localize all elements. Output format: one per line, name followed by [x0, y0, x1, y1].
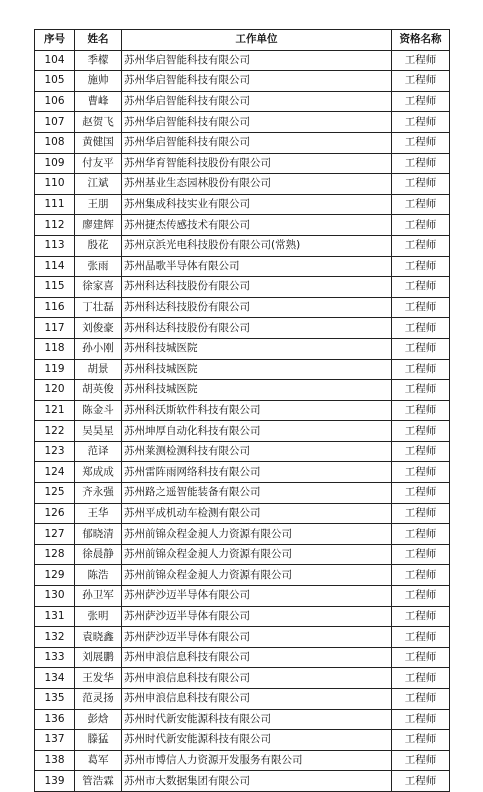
cell-name: 张明: [75, 606, 122, 627]
cell-qualification: 工程师: [392, 400, 450, 421]
cell-qualification: 工程师: [392, 421, 450, 442]
cell-work-unit: 苏州时代新安能源科技有限公司: [122, 730, 392, 751]
cell-qualification: 工程师: [392, 132, 450, 153]
cell-name: 陈浩: [75, 565, 122, 586]
cell-name: 郑成成: [75, 462, 122, 483]
table-row: [35, 689, 450, 710]
table-row: [35, 565, 450, 586]
cell-name: 管浩霖: [75, 771, 122, 792]
table-row: [35, 441, 450, 462]
table-row: [35, 318, 450, 339]
table-row: [35, 215, 450, 236]
cell-name: 王华: [75, 503, 122, 524]
cell-qualification: 工程师: [392, 235, 450, 256]
cell-serial-number: 114: [35, 256, 75, 277]
cell-serial-number: 130: [35, 586, 75, 607]
cell-work-unit: 苏州基业生态园林股份有限公司: [122, 174, 392, 195]
cell-work-unit: 苏州莱测检测科技有限公司: [122, 441, 392, 462]
cell-name: 季檬: [75, 50, 122, 71]
cell-work-unit: 苏州路之遥智能装备有限公司: [122, 483, 392, 504]
cell-work-unit: 苏州华启智能科技有限公司: [122, 112, 392, 133]
cell-name: 江斌: [75, 174, 122, 195]
cell-work-unit: 苏州时代新安能源科技有限公司: [122, 709, 392, 730]
cell-serial-number: 132: [35, 627, 75, 648]
cell-work-unit: 苏州萨沙迈半导体有限公司: [122, 627, 392, 648]
table-row: [35, 71, 450, 92]
cell-work-unit: 苏州坤厚自动化科技有限公司: [122, 421, 392, 442]
cell-work-unit: 苏州捷杰传感技术有限公司: [122, 215, 392, 236]
cell-serial-number: 122: [35, 421, 75, 442]
cell-qualification: 工程师: [392, 565, 450, 586]
cell-work-unit: 苏州前锦众程金昶人力资源有限公司: [122, 565, 392, 586]
cell-serial-number: 138: [35, 750, 75, 771]
cell-serial-number: 116: [35, 297, 75, 318]
cell-qualification: 工程师: [392, 194, 450, 215]
header-name: 姓名: [75, 30, 122, 51]
cell-qualification: 工程师: [392, 91, 450, 112]
table-row: [35, 194, 450, 215]
table-row: [35, 400, 450, 421]
cell-serial-number: 128: [35, 544, 75, 565]
cell-name: 施帅: [75, 71, 122, 92]
cell-name: 陈金斗: [75, 400, 122, 421]
cell-qualification: 工程师: [392, 730, 450, 751]
table-row: [35, 338, 450, 359]
cell-serial-number: 109: [35, 153, 75, 174]
cell-qualification: 工程师: [392, 647, 450, 668]
cell-serial-number: 112: [35, 215, 75, 236]
cell-work-unit: 苏州晶歌半导体有限公司: [122, 256, 392, 277]
cell-serial-number: 123: [35, 441, 75, 462]
table-row: [35, 524, 450, 545]
cell-work-unit: 苏州雷阵雨网络科技有限公司: [122, 462, 392, 483]
cell-work-unit: 苏州前锦众程金昶人力资源有限公司: [122, 524, 392, 545]
table-header-row: [35, 30, 450, 51]
cell-serial-number: 113: [35, 235, 75, 256]
cell-name: 付友平: [75, 153, 122, 174]
cell-qualification: 工程师: [392, 503, 450, 524]
cell-qualification: 工程师: [392, 338, 450, 359]
cell-serial-number: 104: [35, 50, 75, 71]
cell-qualification: 工程师: [392, 771, 450, 792]
table-row: [35, 668, 450, 689]
cell-work-unit: 苏州萨沙迈半导体有限公司: [122, 586, 392, 607]
cell-qualification: 工程师: [392, 483, 450, 504]
table-row: [35, 277, 450, 298]
cell-qualification: 工程师: [392, 215, 450, 236]
table-row: [35, 50, 450, 71]
cell-name: 刘展鹏: [75, 647, 122, 668]
qualification-table: [34, 29, 450, 792]
cell-work-unit: 苏州科技城医院: [122, 338, 392, 359]
cell-name: 丁壮磊: [75, 297, 122, 318]
cell-serial-number: 117: [35, 318, 75, 339]
header-work-unit: 工作单位: [122, 30, 392, 51]
cell-work-unit: 苏州申浪信息科技有限公司: [122, 689, 392, 710]
document-page: [34, 29, 449, 792]
cell-work-unit: 苏州华启智能科技有限公司: [122, 132, 392, 153]
cell-qualification: 工程师: [392, 297, 450, 318]
cell-work-unit: 苏州平成机动车检测有限公司: [122, 503, 392, 524]
table-row: [35, 380, 450, 401]
table-row: [35, 235, 450, 256]
cell-serial-number: 139: [35, 771, 75, 792]
cell-qualification: 工程师: [392, 174, 450, 195]
cell-qualification: 工程师: [392, 462, 450, 483]
cell-qualification: 工程师: [392, 668, 450, 689]
table-row: [35, 544, 450, 565]
table-row: [35, 503, 450, 524]
cell-work-unit: 苏州市大数据集团有限公司: [122, 771, 392, 792]
table-row: [35, 112, 450, 133]
table-row: [35, 483, 450, 504]
cell-serial-number: 136: [35, 709, 75, 730]
cell-work-unit: 苏州申浪信息科技有限公司: [122, 668, 392, 689]
table-row: [35, 771, 450, 792]
cell-work-unit: 苏州科技城医院: [122, 380, 392, 401]
cell-name: 滕猛: [75, 730, 122, 751]
cell-name: 王发华: [75, 668, 122, 689]
cell-name: 齐永强: [75, 483, 122, 504]
cell-qualification: 工程师: [392, 359, 450, 380]
cell-name: 孙卫军: [75, 586, 122, 607]
header-serial-number: 序号: [35, 30, 75, 51]
cell-work-unit: 苏州市博信人力资源开发服务有限公司: [122, 750, 392, 771]
cell-work-unit: 苏州华启智能科技有限公司: [122, 71, 392, 92]
cell-serial-number: 105: [35, 71, 75, 92]
cell-serial-number: 115: [35, 277, 75, 298]
cell-name: 葛军: [75, 750, 122, 771]
cell-name: 王朋: [75, 194, 122, 215]
cell-serial-number: 126: [35, 503, 75, 524]
header-qualification: 资格名称: [392, 30, 450, 51]
cell-serial-number: 120: [35, 380, 75, 401]
cell-qualification: 工程师: [392, 50, 450, 71]
cell-name: 黄健国: [75, 132, 122, 153]
cell-name: 殷花: [75, 235, 122, 256]
table-row: [35, 730, 450, 751]
cell-name: 曹峰: [75, 91, 122, 112]
cell-work-unit: 苏州萨沙迈半导体有限公司: [122, 606, 392, 627]
cell-qualification: 工程师: [392, 627, 450, 648]
cell-work-unit: 苏州申浪信息科技有限公司: [122, 647, 392, 668]
cell-serial-number: 106: [35, 91, 75, 112]
table-row: [35, 359, 450, 380]
cell-name: 郁晓清: [75, 524, 122, 545]
table-row: [35, 132, 450, 153]
table-row: [35, 421, 450, 442]
cell-qualification: 工程师: [392, 112, 450, 133]
cell-serial-number: 118: [35, 338, 75, 359]
cell-qualification: 工程师: [392, 544, 450, 565]
cell-work-unit: 苏州集成科技实业有限公司: [122, 194, 392, 215]
table-row: [35, 586, 450, 607]
table-row: [35, 153, 450, 174]
table-row: [35, 606, 450, 627]
cell-work-unit: 苏州科达科技股份有限公司: [122, 277, 392, 298]
cell-work-unit: 苏州科沃斯软件科技有限公司: [122, 400, 392, 421]
cell-serial-number: 107: [35, 112, 75, 133]
table-row: [35, 709, 450, 730]
cell-qualification: 工程师: [392, 277, 450, 298]
cell-work-unit: 苏州华启智能科技有限公司: [122, 91, 392, 112]
table-row: [35, 256, 450, 277]
table-row: [35, 647, 450, 668]
cell-qualification: 工程师: [392, 750, 450, 771]
cell-name: 徐家喜: [75, 277, 122, 298]
cell-name: 廖建辉: [75, 215, 122, 236]
cell-name: 吴昊星: [75, 421, 122, 442]
cell-work-unit: 苏州京浜光电科技股份有限公司(常熟): [122, 235, 392, 256]
cell-name: 张雨: [75, 256, 122, 277]
cell-name: 徐晨静: [75, 544, 122, 565]
cell-serial-number: 137: [35, 730, 75, 751]
cell-qualification: 工程师: [392, 380, 450, 401]
cell-name: 范灵扬: [75, 689, 122, 710]
cell-serial-number: 119: [35, 359, 75, 380]
cell-work-unit: 苏州前锦众程金昶人力资源有限公司: [122, 544, 392, 565]
cell-qualification: 工程师: [392, 153, 450, 174]
cell-serial-number: 127: [35, 524, 75, 545]
table-row: [35, 297, 450, 318]
cell-serial-number: 135: [35, 689, 75, 710]
cell-name: 胡英俊: [75, 380, 122, 401]
cell-qualification: 工程师: [392, 441, 450, 462]
cell-serial-number: 134: [35, 668, 75, 689]
table-row: [35, 627, 450, 648]
cell-name: 彭焓: [75, 709, 122, 730]
cell-name: 孙小刚: [75, 338, 122, 359]
cell-serial-number: 133: [35, 647, 75, 668]
table-row: [35, 750, 450, 771]
cell-work-unit: 苏州华育智能科技股份有限公司: [122, 153, 392, 174]
cell-serial-number: 111: [35, 194, 75, 215]
cell-name: 胡景: [75, 359, 122, 380]
cell-work-unit: 苏州科达科技股份有限公司: [122, 318, 392, 339]
cell-name: 赵贺飞: [75, 112, 122, 133]
cell-name: 刘俊豪: [75, 318, 122, 339]
cell-serial-number: 108: [35, 132, 75, 153]
table-row: [35, 462, 450, 483]
table-body: [35, 50, 450, 791]
cell-serial-number: 131: [35, 606, 75, 627]
cell-work-unit: 苏州科达科技股份有限公司: [122, 297, 392, 318]
cell-qualification: 工程师: [392, 586, 450, 607]
cell-qualification: 工程师: [392, 689, 450, 710]
cell-qualification: 工程师: [392, 256, 450, 277]
cell-serial-number: 124: [35, 462, 75, 483]
cell-qualification: 工程师: [392, 318, 450, 339]
cell-serial-number: 110: [35, 174, 75, 195]
cell-serial-number: 125: [35, 483, 75, 504]
cell-work-unit: 苏州华启智能科技有限公司: [122, 50, 392, 71]
cell-serial-number: 121: [35, 400, 75, 421]
cell-qualification: 工程师: [392, 606, 450, 627]
table-row: [35, 91, 450, 112]
cell-qualification: 工程师: [392, 524, 450, 545]
cell-qualification: 工程师: [392, 709, 450, 730]
cell-serial-number: 129: [35, 565, 75, 586]
table-row: [35, 174, 450, 195]
cell-qualification: 工程师: [392, 71, 450, 92]
cell-name: 袁晓鑫: [75, 627, 122, 648]
cell-name: 范译: [75, 441, 122, 462]
cell-work-unit: 苏州科技城医院: [122, 359, 392, 380]
